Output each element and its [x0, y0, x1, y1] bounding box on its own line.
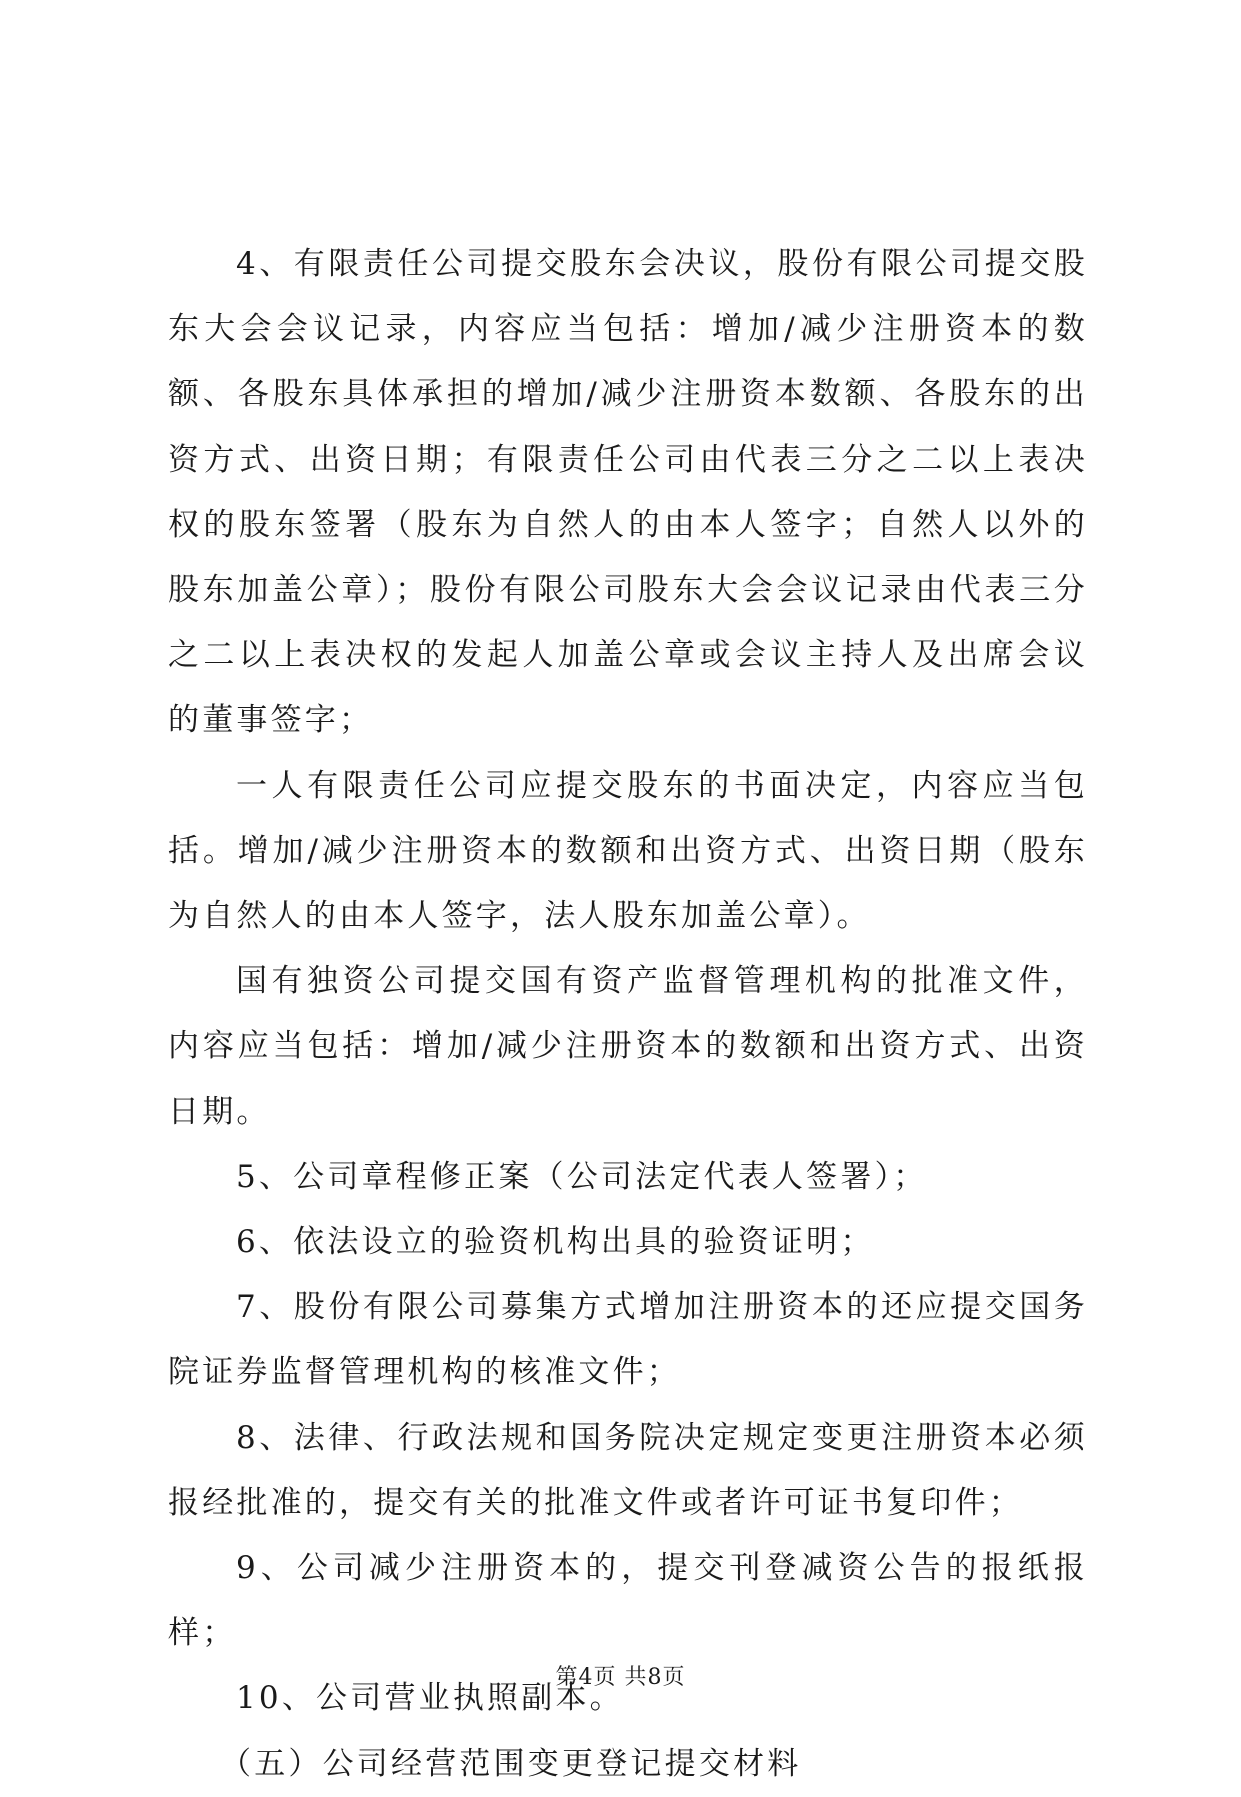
paragraph-item-4: 4、有限责任公司提交股东会决议，股份有限公司提交股东大会会议记录，内容应当包括：增加/减少注册资本的数额、各股东具体承担的增加/减少注册资本数额、各股东的出资方式、出资日期；有限责任公司由代表三分之二以上表决权的股东签署（股东为自然人的由本人签字；自然人以外的股东加盖公章）；股份有限公司股东大会会议记录由代表三分之二以上表决权的发起人加盖公章或会议主持人及出席会议的董事签字； [168, 246, 1088, 739]
section-heading: （五）公司经营范围变更登记提交材料 [220, 1745, 802, 1782]
paragraph-item-9: 9、公司减少注册资本的，提交刊登减资公告的报纸报样； [168, 1550, 1088, 1652]
paragraph-sole-proprietor: 一人有限责任公司应提交股东的书面决定，内容应当包括。增加/减少注册资本的数额和出资方式、出资日期（股东为自然人的由本人签字，法人股东加盖公章）。 [168, 767, 1088, 935]
paragraph-state-owned: 国有独资公司提交国有资产监督管理机构的批准文件，内容应当包括：增加/减少注册资本的数额和出资方式、出资日期。 [168, 963, 1088, 1130]
paragraph-item-10: 10、公司营业执照副本。 [236, 1680, 624, 1717]
paragraph-item-6: 6、依法设立的验资机构出具的验资证明； [236, 1224, 875, 1261]
document-body [168, 232, 1088, 1797]
paragraph-item-5: 5、公司章程修正案（公司法定代表人签署）； [236, 1158, 928, 1195]
paragraph-item-8: 8、法律、行政法规和国务院决定规定变更注册资本必须报经批准的，提交有关的批准文件或者许可证书复印件； [168, 1419, 1088, 1521]
paragraph-item-7: 7、股份有限公司募集方式增加注册资本的还应提交国务院证券监督管理机构的核准文件； [168, 1289, 1088, 1391]
page-footer: 第4页 共8页 [555, 1665, 686, 1690]
